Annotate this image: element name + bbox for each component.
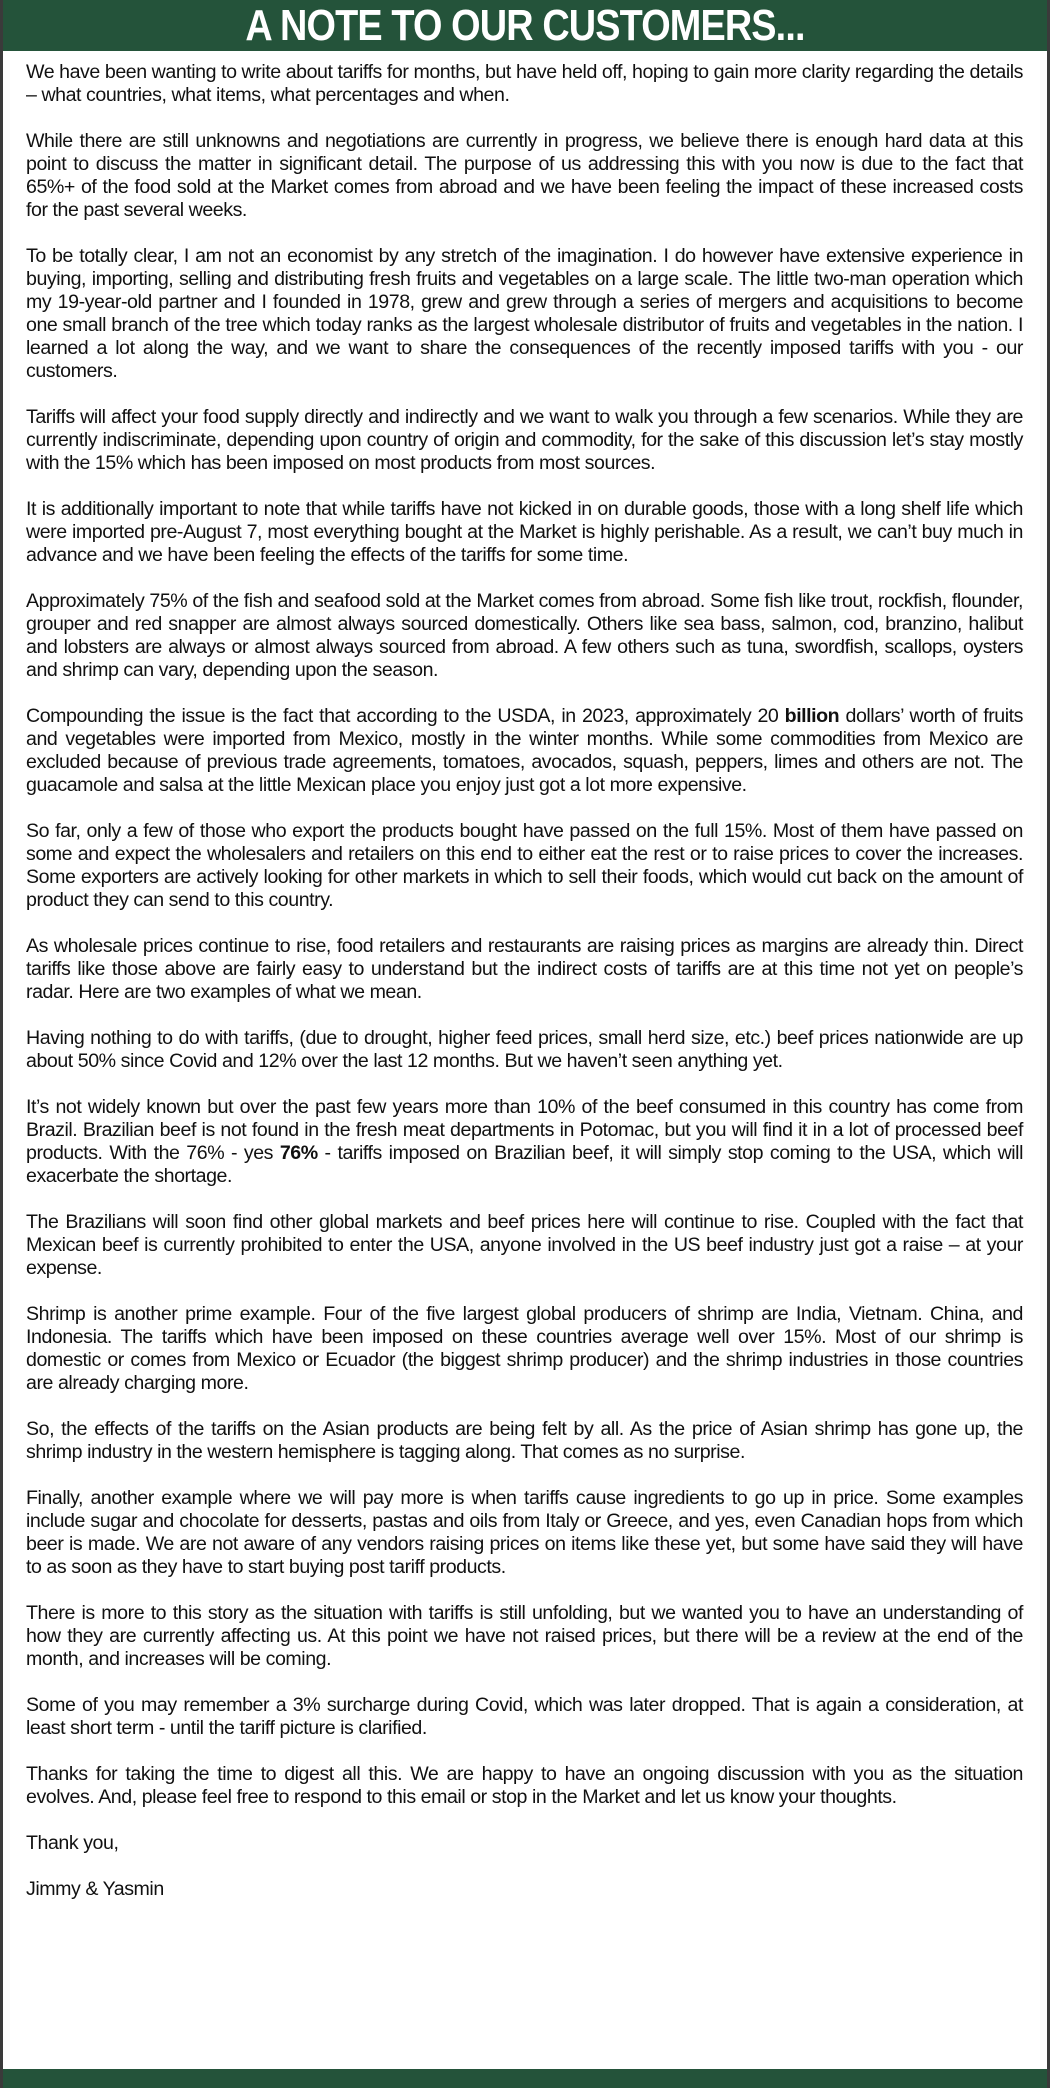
paragraph-wholesale: As wholesale prices continue to rise, food retailers and restaurants are raising prices as margins are already thin. Direct tariffs like those above are fairly easy to understand but the indirect costs of tariffs are at this time not yet on people’s radar. Here are two examples of what we mean. <box>26 935 1023 1003</box>
text-segment: Compounding the issue is the fact that according to the USDA, in 2023, approximately 20 <box>26 705 785 727</box>
paragraph-brazilians: The Brazilians will soon find other global markets and beef prices here will continue to rise. Coupled with the fact that Mexican beef is currently prohibited to enter the USA, anyone involved in the US beef industry just got a raise – at your expense. <box>26 1211 1023 1279</box>
footer-banner <box>3 2069 1047 2088</box>
paragraph-surcharge: Some of you may remember a 3% surcharge during Covid, which was later dropped. That is again a consideration, at least short term - until the tariff picture is clarified. <box>26 1694 1023 1739</box>
paragraph-unfolding: There is more to this story as the situation with tariffs is still unfolding, but we wanted you to have an understanding of how they are currently affecting us. At this point we have not raised prices, but there will be a review at the end of the month, and increases will be coming. <box>26 1602 1023 1670</box>
paragraph-perishable: It is additionally important to note that while tariffs have not kicked in on durable goods, those with a long shelf life which were imported pre-August 7, most everything bought at the Market is highly perishable. As a result, we can’t buy much in advance and we have been feeling the effects of the tariffs for some time. <box>26 498 1023 566</box>
paragraph-seafood: Approximately 75% of the fish and seafood sold at the Market comes from abroad. Some fish like trout, rockfish, flounder, grouper and red snapper are almost always sourced domestically. Others like sea bass, salmon, cod, branzino, halibut and lobsters are always or almost always sourced from abroad. A few others such as tuna, swordfish, scallops, oysters and shrimp can vary, depending upon the season. <box>26 590 1023 681</box>
page-title: A NOTE TO OUR CUSTOMERS... <box>76 0 974 51</box>
text-segment: dollars’ worth of fruits and vegetables were imported from Mexico, mostly in the winter months. While some commodities from Mexico are excluded because of previous trade agreements, tomatoes, avocados, squash, peppers, limes and others are not. The guacamole and salsa at the little Mexican place you enjoy just got a lot more expensive. <box>26 705 1023 796</box>
paragraph-brazil <box>26 1096 1023 1188</box>
paragraph-experience: To be totally clear, I am not an economist by any stretch of the imagination. I do however have extensive experience in buying, importing, selling and distributing fresh fruits and vegetables on a large scale. The little two-man operation which my 19-year-old partner and I founded in 1978, grew and grew through a series of mergers and acquisitions to become one small branch of the tree which today ranks as the largest wholesale distributor of fruits and vegetables in the nation. I learned a lot along the way, and we want to share the consequences of the recently imposed tariffs with you - our customers. <box>26 245 1023 382</box>
paragraph-asian-products: So, the effects of the tariffs on the Asian products are being felt by all. As the price of Asian shrimp has gone up, the shrimp industry in the western hemisphere is tagging along. That comes as no surprise. <box>26 1418 1023 1463</box>
header-banner <box>3 0 1047 51</box>
paragraph-mexico <box>26 705 1023 797</box>
emphasis-76-percent: 76% <box>279 1142 318 1164</box>
text-segment: - tariffs imposed on Brazilian beef, it will simply stop coming to the USA, which will exacerbate the shortage. <box>26 1142 1023 1187</box>
paragraph-shrimp: Shrimp is another prime example. Four of the five largest global producers of shrimp are India, Vietnam. China, and Indonesia. The tariffs which have been imposed on these countries average well over 15%. Most of our shrimp is domestic or comes from Mexico or Ecuador (the biggest shrimp producer) and the shrimp industries in those countries are already charging more. <box>26 1303 1023 1394</box>
paragraph-intro: We have been wanting to write about tariffs for months, but have held off, hoping to gain more clarity regarding the details – what countries, what items, what percentages and when. <box>26 61 1023 106</box>
paragraph-thanks: Thanks for taking the time to digest all this. We are happy to have an ongoing discussion with you as the situation evolves. And, please feel free to respond to this email or stop in the Market and let us know your thoughts. <box>26 1763 1023 1808</box>
signature: Jimmy & Yasmin <box>26 1878 164 1900</box>
paragraph-beef-prices: Having nothing to do with tariffs, (due to drought, higher feed prices, small herd size, etc.) beef prices nationwide are up about 50% since Covid and 12% over the last 12 months. But we haven’t seen anything yet. <box>26 1027 1023 1072</box>
paragraph-scenarios: Tariffs will affect your food supply directly and indirectly and we want to walk you through a few scenarios. While they are currently indiscriminate, depending upon country of origin and commodity, for the sake of this discussion let’s stay mostly with the 15% which has been imposed on most products from most sources. <box>26 406 1023 474</box>
paragraph-exporters: So far, only a few of those who export the products bought have passed on the full 15%. Most of them have passed on some and expect the wholesalers and retailers on this end to either eat the rest or to raise prices to cover the increases. Some exporters are actively looking for other markets in which to sell their foods, which would cut back on the amount of product they can send to this country. <box>26 820 1023 911</box>
paragraph-ingredients: Finally, another example where we will pay more is when tariffs cause ingredients to go up in price. Some examples include sugar and chocolate for desserts, pastas and oils from Italy or Greece, and yes, even Canadian hops from which beer is made. We are not aware of any vendors raising prices on items like these yet, but some have said they will have to as soon as they have to start buying post tariff products. <box>26 1487 1023 1578</box>
paragraph-unknowns: While there are still unknowns and negotiations are currently in progress, we believe there is enough hard data at this point to discuss the matter in significant detail. The purpose of us addressing this with you now is due to the fact that 65%+ of the food sold at the Market comes from abroad and we have been feeling the impact of these increased costs for the past several weeks. <box>26 130 1023 221</box>
text-segment: It’s not widely known but over the past few years more than 10% of the beef consumed in this country has come from Brazil. Brazilian beef is not found in the fresh meat departments in Potomac, but you will find it in a lot of processed beef products. With the 76% - yes <box>26 1096 1023 1164</box>
emphasis-billion: billion <box>784 705 840 727</box>
closing: Thank you, <box>26 1832 119 1854</box>
letter-body <box>3 51 1047 1901</box>
